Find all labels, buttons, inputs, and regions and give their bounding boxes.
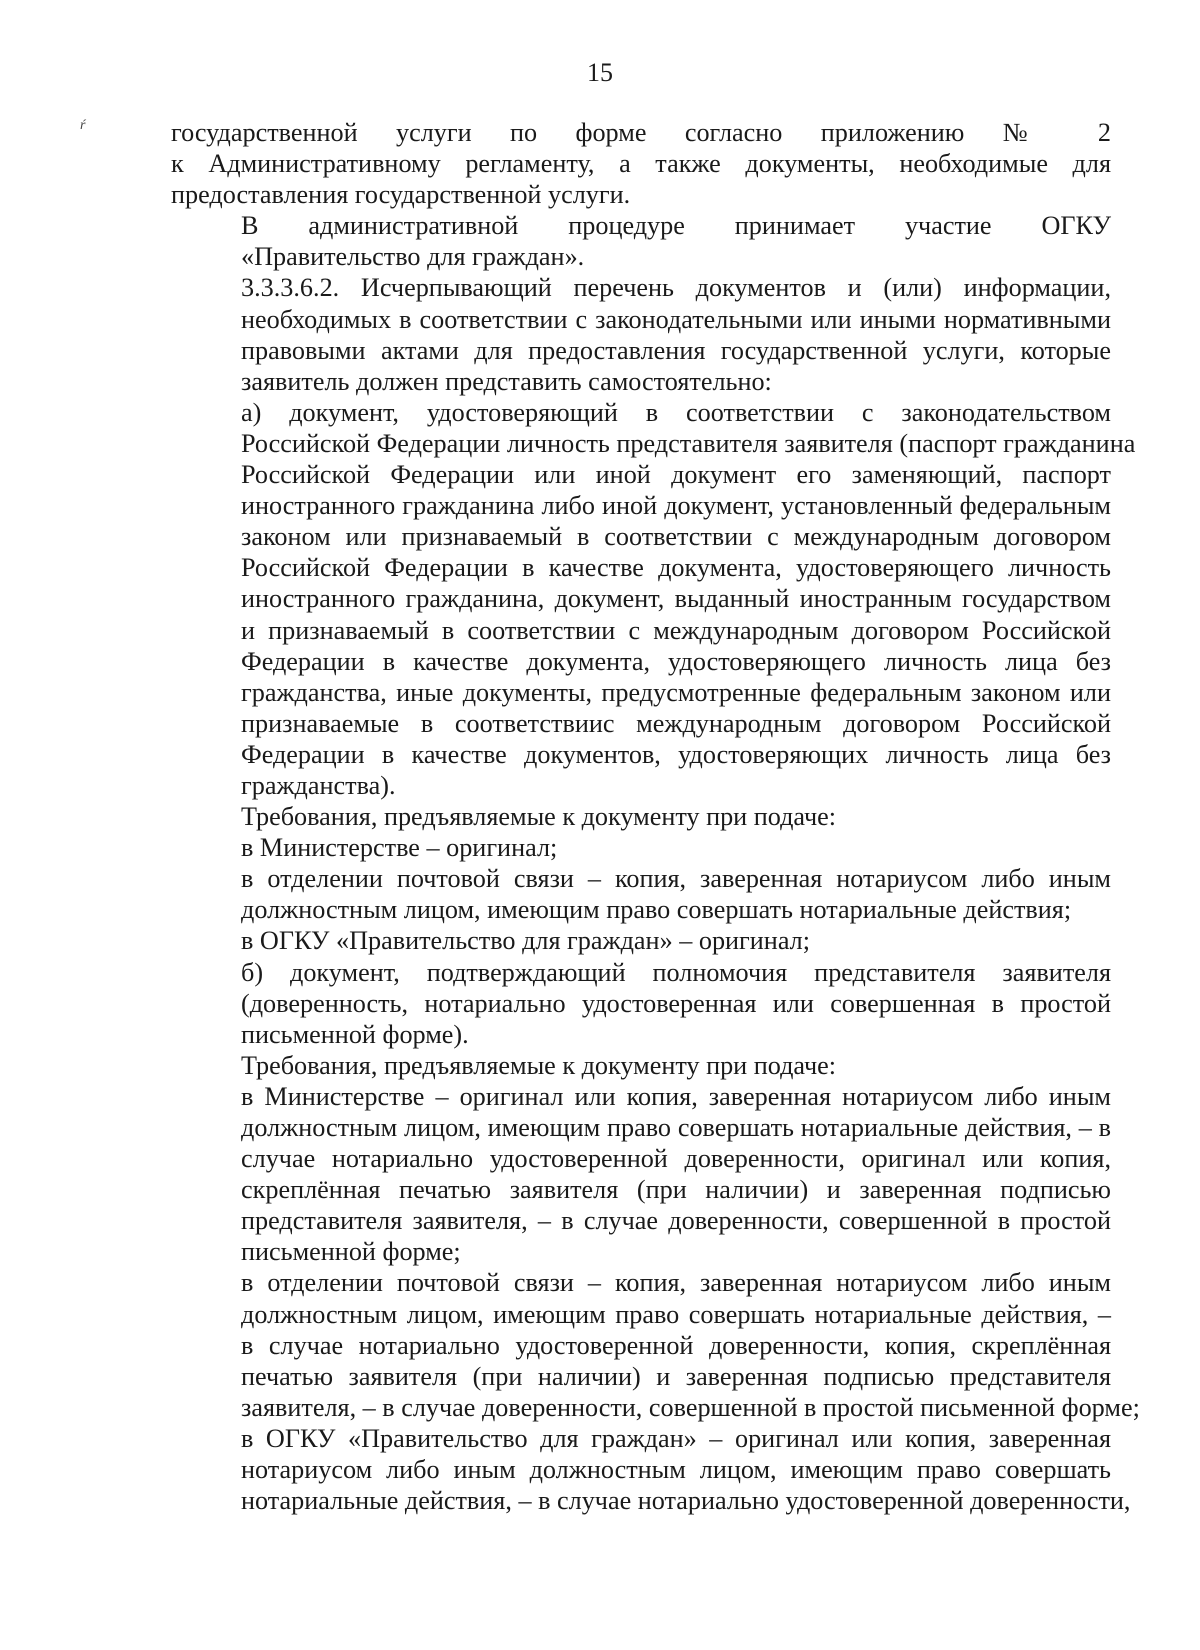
paragraph xyxy=(171,117,1111,210)
margin-mark: ŕ xyxy=(80,118,86,133)
text-line: 3.3.3.6.2. Исчерпывающий перечень документов и (или) информации, xyxy=(241,273,1111,303)
text-line: в Министерстве – оригинал; xyxy=(241,833,558,863)
text-line: скреплённая печатью заявителя (при наличии) и заверенная подписью xyxy=(241,1175,1111,1205)
text-line: и признаваемый в соответствии с международным договором Российской xyxy=(241,615,1111,645)
paragraph xyxy=(171,1081,1111,1268)
text-line: Федерации в качестве документов, удостоверяющих личность лица без xyxy=(241,739,1111,769)
text-line: печатью заявителя (при наличии) и заверенная подписью представителя xyxy=(241,1361,1111,1391)
text-line: (доверенность, нотариально удостоверенная или совершенная в простой xyxy=(241,988,1111,1018)
text-line: Российской Федерации в качестве документа, удостоверяющего личность xyxy=(241,553,1111,583)
text-line: Российской Федерации или иной документ его заменяющий, паспорт xyxy=(241,460,1111,490)
text-line: представителя заявителя, – в случае доверенности, совершенной в простой xyxy=(241,1206,1111,1236)
paragraph xyxy=(171,801,1111,832)
paragraph xyxy=(171,210,1111,272)
text-line: нотариусом либо иным должностным лицом, имеющим право совершать xyxy=(241,1455,1111,1485)
paragraph xyxy=(171,1423,1131,1516)
text-line: необходимых в соответствии с законодательными или иными нормативными xyxy=(241,304,1111,334)
text-line: в случае нотариально удостоверенной доверенности, копия, скреплённая xyxy=(241,1330,1111,1360)
text-line: в ОГКУ «Правительство для граждан» – оригинал или копия, заверенная xyxy=(241,1423,1111,1453)
paragraph xyxy=(171,1267,1140,1422)
text-line: случае нотариально удостоверенной доверенности, оригинал или копия, xyxy=(241,1144,1111,1174)
paragraph xyxy=(171,863,1111,925)
document-body xyxy=(171,117,1140,1516)
text-line: законом или признаваемый в соответствии с международным договором xyxy=(241,522,1111,552)
text-line: Требования, предъявляемые к документу при подаче: xyxy=(241,1050,837,1080)
text-line: заявителя, – в случае доверенности, совершенной в простой письменной форме; xyxy=(241,1392,1140,1422)
text-line: Федерации в качестве документа, удостоверяющего личность лица без xyxy=(241,646,1111,676)
text-line: в Министерстве – оригинал или копия, заверенная нотариусом либо иным xyxy=(241,1081,1111,1111)
text-line: предоставления государственной услуги. xyxy=(171,180,631,210)
text-line: признаваемые в соответствиис международным договором Российской xyxy=(241,708,1111,738)
text-line: иностранного гражданина, документ, выданный иностранным государством xyxy=(241,584,1111,614)
text-line: в отделении почтовой связи – копия, заверенная нотариусом либо иным xyxy=(241,1268,1111,1298)
text-line: должностным лицом, имеющим право совершать нотариальные действия, – в xyxy=(241,1113,1111,1142)
text-line: письменной форме). xyxy=(241,1019,469,1049)
paragraph xyxy=(171,832,1111,863)
page-number: 15 xyxy=(587,58,613,87)
text-line: должностным лицом, имеющим право совершать нотариальные действия; xyxy=(241,895,1072,925)
text-line: б) документ, подтверждающий полномочия представителя заявителя xyxy=(241,957,1111,987)
text-line: гражданства, иные документы, предусмотренные федеральным законом или xyxy=(241,677,1111,707)
text-line: а) документ, удостоверяющий в соответствии с законодательством xyxy=(241,397,1111,427)
text-line: к Административному регламенту, а также документы, необходимые для xyxy=(171,149,1111,179)
text-line: заявитель должен представить самостоятельно: xyxy=(241,366,772,396)
text-line: правовыми актами для предоставления государственной услуги, которые xyxy=(241,335,1111,365)
text-line: «Правительство для граждан». xyxy=(241,242,585,272)
text-line: письменной форме; xyxy=(241,1237,461,1267)
text-line: Требования, предъявляемые к документу при подаче: xyxy=(241,802,837,832)
paragraph xyxy=(171,272,1111,396)
text-line: государственной услуги по форме согласно приложению № 2 xyxy=(171,118,1111,147)
text-line: Российской Федерации личность представителя заявителя (паспорт гражданина xyxy=(241,428,1136,458)
paragraph xyxy=(171,957,1111,1050)
text-line: В административной процедуре принимает участие ОГКУ xyxy=(241,211,1111,241)
paragraph xyxy=(171,397,1136,801)
text-line: в ОГКУ «Правительство для граждан» – оригинал; xyxy=(241,926,811,956)
text-line: иностранного гражданина либо иной документ, установленный федеральным xyxy=(241,491,1111,521)
text-line: должностным лицом, имеющим право совершать нотариальные действия, – xyxy=(241,1299,1111,1329)
text-line: гражданства). xyxy=(241,770,396,800)
text-line: в отделении почтовой связи – копия, заверенная нотариусом либо иным xyxy=(241,864,1111,894)
text-line: нотариальные действия, – в случае нотариально удостоверенной доверенности, xyxy=(241,1486,1131,1516)
paragraph xyxy=(171,925,1111,956)
paragraph xyxy=(171,1050,1111,1081)
